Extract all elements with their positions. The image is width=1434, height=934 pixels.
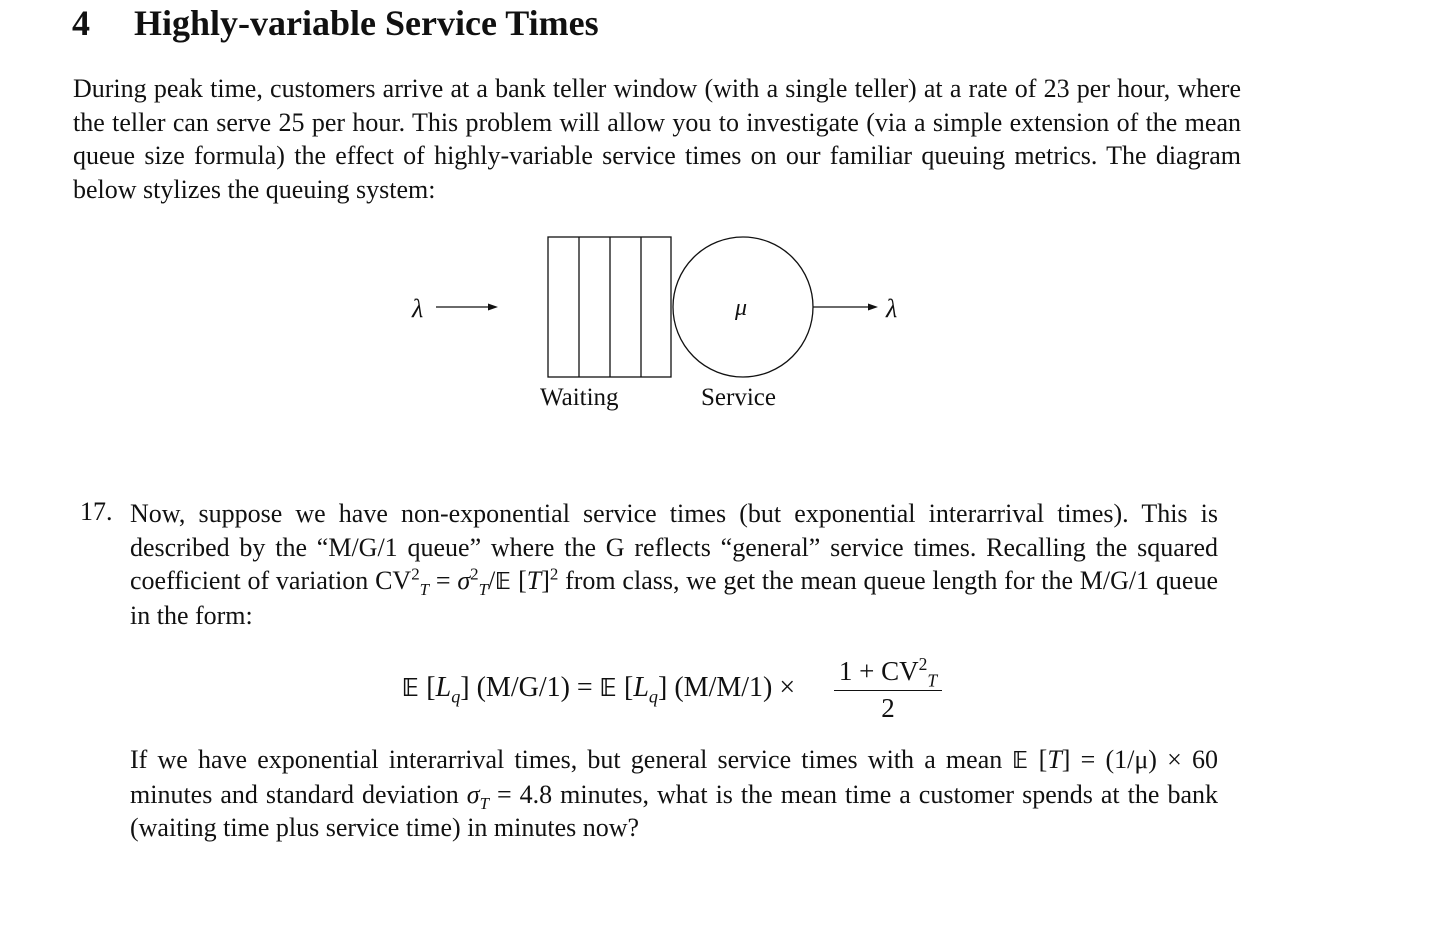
equation-left-side: 𝔼 $[L_q] (M/G/1)$ = 𝔼 $[L_q] (M/M/1)$ × (402, 672, 796, 707)
arrival-arrowhead (488, 304, 498, 311)
problem-statement (130, 497, 1218, 632)
fraction-denominator: 2 (881, 693, 895, 723)
intro-paragraph: During peak time, customers arrive at a bank teller window (with a single teller) at a rate of 23 per hour, where the teller can serve 25 per hour. This problem will allow you to investigate (via a simple extension of the mean queue size formula) the effect of highly-variable service times on our familiar queuing metrics. The diagram below stylizes the queuing system: (73, 74, 1241, 204)
service-label: Service (701, 384, 776, 411)
eq-lq-open: $[L_q]$ (426, 672, 470, 707)
departure-rate-label: λ (886, 294, 898, 323)
problem-question: If we have exponential interarrival times, but general service times with a mean 𝔼 [T] = (1/μ) × 60 minutes and standard deviation $\sigma_T = 4.8$ minutes, what is the mean time a customer spends at the bank (waiting time plus service time) in minutes now? (130, 745, 1218, 842)
question-part1: If we have exponential interarrival times, but general service times with a mean (130, 745, 1013, 774)
eq-mm1: (M/M/1) × (674, 672, 796, 703)
section-number: 4 (72, 3, 90, 43)
question-sigma-value: 4.8 (519, 779, 553, 809)
section-heading (72, 2, 599, 44)
equation-fraction (834, 654, 942, 723)
question-part3: minutes, what is the mean time a customer spends at the bank (waiting time plus service time) in minutes now? (130, 779, 1218, 842)
mg1-equation (402, 648, 962, 728)
question-part2: minutes and standard deviation (130, 779, 467, 809)
cv-symbol: CV (375, 566, 412, 595)
fraction-bar (834, 690, 942, 691)
problem-text-part1: Now, suppose we have non-exponential service times (but exponential interarrival times). This is described by the “M/G/1 queue” where the G reflects “general” service times. Recalling the squared coefficient of variation (130, 499, 1218, 595)
queue-diagram (380, 225, 940, 425)
section-title: Highly-variable Service Times (134, 3, 599, 43)
fraction-numerator: $1 + CV^2_T$ (838, 654, 938, 691)
departure-arrowhead (868, 304, 878, 311)
question-mean-value: (1/μ) × 60 (1105, 745, 1218, 774)
waiting-label: Waiting (540, 384, 619, 411)
cv-formula: $CV^2_T$ = $\sigma^2_T/𝔼$ $[T]^2$ (375, 564, 559, 600)
arrival-rate-label: λ (412, 294, 424, 323)
service-rate-label: μ (735, 295, 748, 321)
eq-mg1: (M/G/1) = (476, 672, 600, 703)
problem-number: 17. (80, 497, 113, 526)
problem-text-part2: from class, we get the mean queue length for the M/G/1 queue in the form: (130, 566, 1218, 630)
